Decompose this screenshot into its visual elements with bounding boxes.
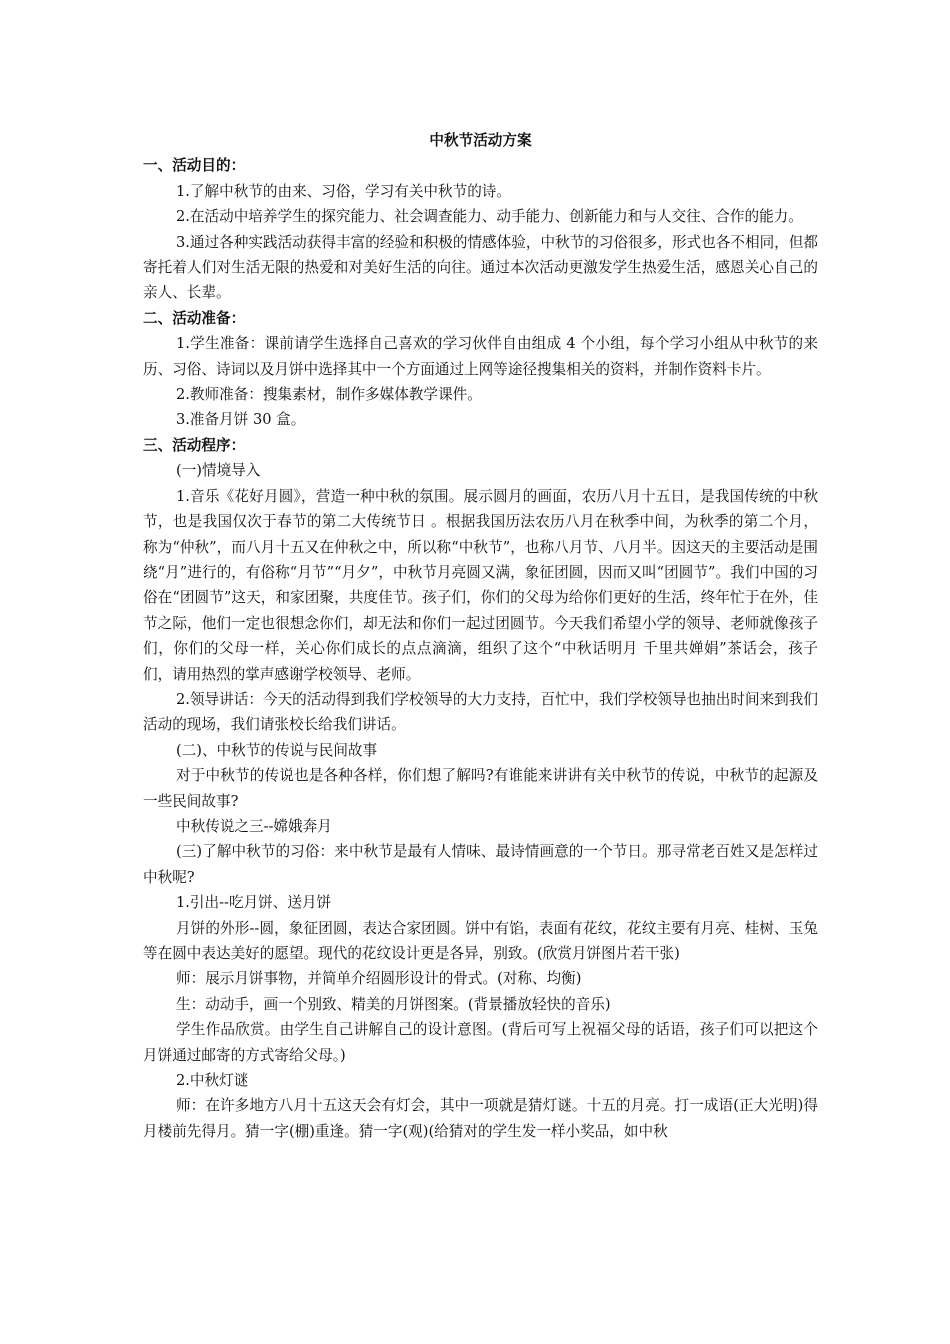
document-title: 中秋节活动方案 (429, 132, 532, 149)
paragraph: 1.学生准备：课前请学生选择自己喜欢的学习伙伴自由组成 4 个小组，每个学习小组从中秋节的来历、习俗、诗词以及月饼中选择其中一个方面通过上网等途径搜集相关的资料，并制作资料卡片。 (143, 335, 818, 378)
paragraph: 1.引出--吃月饼、送月饼 (176, 894, 332, 912)
section-heading-procedure: 三、活动程序： (143, 436, 246, 454)
paragraph: 月饼的外形--圆，象征团圆，表达合家团圆。饼中有馅，表面有花纹，花纹主要有月亮、桂树、玉兔等在圆中表达美好的愿望。现代的花纹设计更是各异，别致。(欣赏月饼图片若干张) (143, 919, 818, 962)
paragraph: 2.领导讲话：今天的活动得到我们学校领导的大力支持，百忙中，我们学校领导也抽出时间来到我们活动的现场，我们请张校长给我们讲话。 (143, 690, 818, 734)
subheading: (二)、中秋节的传说与民间故事 (176, 741, 378, 759)
subheading: (一)情境导入 (176, 462, 261, 480)
paragraph: 3.通过各种实践活动获得丰富的经验和积极的情感体验，中秋节的习俗很多，形式也各不相同，但都寄托着人们对生活无限的热爱和对美好生活的向往。通过本次活动更激发学生热爱生活，感恩关心自己的亲人、长辈。 (143, 233, 818, 302)
paragraph: 2.在活动中培养学生的探究能力、社会调查能力、动手能力、创新能力和与人交往、合作的能力。 (176, 208, 803, 226)
paragraph: 对于中秋节的传说也是各种各样，你们想了解吗?有谁能来讲讲有关中秋节的传说，中秋节的起源及一些民间故事? (143, 767, 818, 810)
section-heading-purpose: 一、活动目的： (143, 157, 246, 175)
paragraph: 中秋传说之三--嫦娥奔月 (176, 817, 332, 835)
paragraph: 师：展示月饼事物，并简单介绍圆形设计的骨式。(对称、均衡) (176, 970, 582, 988)
paragraph: (三)了解中秋节的习俗：来中秋节是最有人情味、最诗情画意的一个节日。那寻常老百姓又是怎样过中秋呢? (143, 843, 818, 886)
document-page (143, 128, 818, 1144)
paragraph: 学生作品欣赏。由学生自己讲解自己的设计意图。(背后可写上祝福父母的话语，孩子们可以把这个月饼通过邮寄的方式寄给父母。) (143, 1021, 818, 1064)
paragraph: 1.了解中秋节的由来、习俗，学习有关中秋节的诗。 (176, 182, 511, 200)
paragraph: 1.音乐《花好月圆》，营造一种中秋的氛围。展示圆月的画面，农历八月十五日，是我国传统的中秋节，也是我国仅次于春节的第二大传统节日 。根据我国历法农历八月在秋季中间，为秋季的第二个月，称为“仲秋”，而八月十五又在仲秋之中，所以称“中秋节”，也称八月节、八月半。因这天的主要活动是围绕“月”进行的，有俗称“月节”“月夕”，中秋节月亮圆又满，象征团圆，因而又叫“团圆节”。我们中国的习俗在“团圆节”这天，和家团聚，共度佳节。孩子们，你们的父母为给你们更好的生活，终年忙于在外，佳节之际，他们一定也很想念你们，却无法和你们一起过团圆节。今天我们希望小学的领导、老师就像孩子们，你们的父母一样，关心你们成长的点点滴滴，组织了这个“中秋话明月 千里共婵娟”茶话会，孩子们，请用热烈的掌声感谢学校领导、老师。 (143, 487, 818, 683)
paragraph: 3.准备月饼 30 盒。 (176, 411, 306, 429)
section-heading-preparation: 二、活动准备： (143, 309, 246, 327)
paragraph: 生：动动手，画一个别致、精美的月饼图案。(背景播放轻快的音乐) (176, 995, 611, 1013)
subheading: 2.中秋灯谜 (176, 1072, 249, 1090)
paragraph: 师：在许多地方八月十五这天会有灯会，其中一项就是猜灯谜。十五的月亮。打一成语(正大光明)得月楼前先得月。猜一字(棚)重逢。猜一字(观)(给猜对的学生发一样小奖品，如中秋 (143, 1097, 818, 1140)
paragraph: 2.教师准备：搜集素材，制作多媒体教学课件。 (176, 386, 482, 404)
